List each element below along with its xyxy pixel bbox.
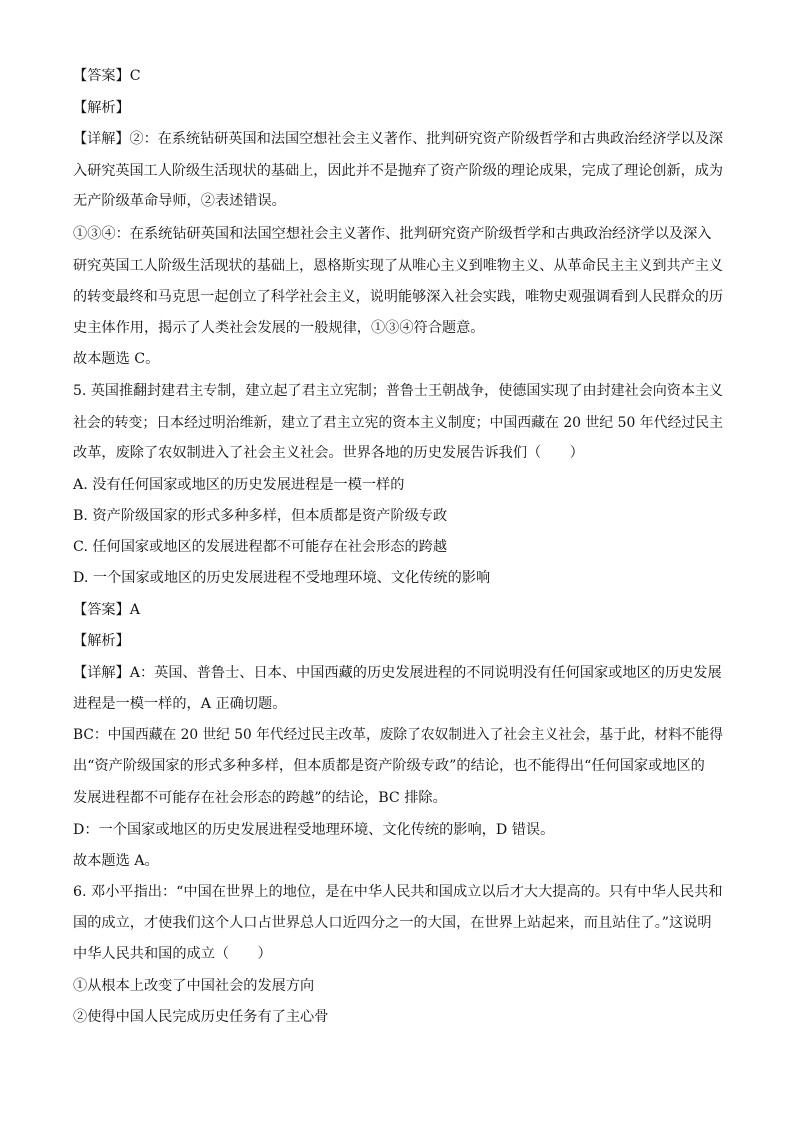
option-c: C. 任何国家或地区的发展进程都不可能存在社会形态的跨越: [73, 539, 448, 555]
option-b: B. 资产阶级国家的形式多种多样，但本质都是资产阶级专政: [73, 508, 448, 524]
answer-label: 【答案】C: [73, 68, 141, 84]
statement-1: ①从根本上改变了中国社会的发展方向: [73, 978, 315, 994]
analysis-label: 【解析】: [73, 633, 130, 649]
option-a: A. 没有任何国家或地区的历史发展进程是一模一样的: [73, 477, 405, 493]
paragraph-line: 【详解】②：在系统钻研英国和法国空想社会主义著作、批判研究资产阶级哲学和古典政治经济学以及深: [73, 131, 723, 147]
paragraph-line: BC：中国西藏在 20 世纪 50 年代经过民主改革，废除了农奴制进入了社会主义社会，基于此，材料不能得: [73, 727, 723, 743]
question-6-stem: 中华人民共和国的成立（ ）: [73, 946, 272, 962]
paragraph-line: 发展进程都不可能存在社会形态的跨越”的结论，BC 排除。: [73, 790, 447, 806]
conclusion-line: 故本题选 A。: [73, 853, 159, 869]
paragraph-line: 【详解】A：英国、普鲁士、日本、中国西藏的历史发展进程的不同说明没有任何国家或地区的历史发展: [73, 665, 722, 681]
paragraph-line: ①③④：在系统钻研英国和法国空想社会主义著作、批判研究资产阶级哲学和古典政治经济学以及深入: [73, 226, 712, 242]
question-5-stem: 5. 英国推翻封建君主专制，建立起了君主立宪制；普鲁士王朝战争，使德国实现了由封建社会向资本主义: [73, 383, 723, 399]
conclusion-line: 故本题选 C。: [73, 351, 160, 367]
analysis-label: 【解析】: [73, 100, 130, 116]
statement-2: ②使得中国人民完成历史任务有了主心骨: [73, 1009, 329, 1025]
paragraph-line: 出“资产阶级国家的形式多种多样，但本质都是资产阶级专政”的结论，也不能得出“任何国家或地区的: [73, 758, 705, 774]
paragraph-line: D：一个国家或地区的历史发展进程受地理环境、文化传统的影响，D 错误。: [73, 822, 555, 838]
paragraph-line: 无产阶级革命导师，②表述错误。: [73, 193, 286, 209]
question-6-stem: 6. 邓小平指出：“中国在世界上的地位，是在中华人民共和国成立以后才大大提高的。只有中华人民共和: [73, 884, 723, 900]
paragraph-line: 的转变最终和马克思一起创立了科学社会主义，说明能够深入社会实践，唯物史观强调看到人民群众的历: [73, 289, 723, 305]
question-6-stem: 国的成立，才使我们这个人口占世界总人口近四分之一的大国，在世界上站起来，而且站住了。”这说明: [73, 915, 712, 931]
paragraph-line: 进程是一模一样的，A 正确切题。: [73, 696, 287, 712]
question-5-stem: 改革，废除了农奴制进入了社会主义社会。世界各地的历史发展告诉我们（ ）: [73, 445, 584, 461]
paragraph-line: 入研究英国工人阶级生活现状的基础上，因此并不是抛弃了资产阶级的理论成果，完成了理论创新，成为: [73, 163, 723, 179]
question-5-stem: 社会的转变；日本经过明治维新，建立了君主立宪的资本主义制度；中国西藏在 20 世纪 50 年代经过民主: [73, 415, 723, 431]
answer-label: 【答案】A: [73, 602, 140, 618]
paragraph-line: 史主体作用，揭示了人类社会发展的一般规律，①③④符合题意。: [73, 320, 485, 336]
option-d: D. 一个国家或地区的历史发展进程不受地理环境、文化传统的影响: [73, 570, 491, 586]
paragraph-line: 研究英国工人阶级生活现状的基础上，恩格斯实现了从唯心主义到唯物主义、从革命民主主义到共产主义: [73, 258, 723, 274]
